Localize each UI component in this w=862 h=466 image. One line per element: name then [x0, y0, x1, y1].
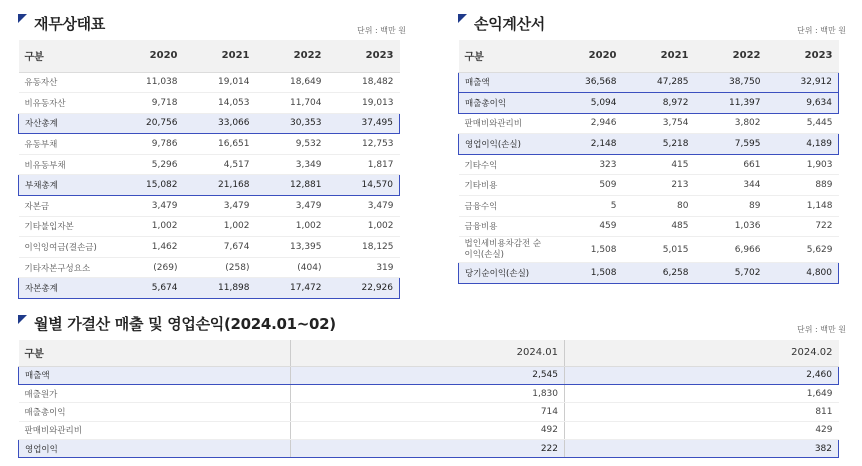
- column-header-year: 2023: [767, 40, 839, 72]
- cell-value: 38,750: [695, 72, 767, 93]
- column-header-year: 2024.02: [565, 340, 839, 366]
- row-label: 기타비용: [459, 175, 551, 196]
- cell-value: 3,479: [112, 196, 184, 217]
- section-marker-icon: [18, 315, 27, 324]
- cell-value: 5,702: [695, 263, 767, 284]
- cell-value: 2,946: [551, 113, 623, 134]
- cell-value: 1,508: [551, 237, 623, 263]
- cell-value: 429: [565, 421, 839, 439]
- balance-sheet-table: [18, 40, 400, 299]
- row-label: 부채총계: [19, 175, 112, 196]
- cell-value: 3,479: [184, 196, 256, 217]
- cell-value: 4,800: [767, 263, 839, 284]
- column-header-year: 2023: [328, 40, 400, 72]
- cell-value: 6,258: [623, 263, 695, 284]
- column-header-year: 2020: [551, 40, 623, 72]
- row-label: 영업이익(손실): [459, 134, 551, 155]
- table-row: [19, 384, 839, 402]
- table-row: [459, 175, 839, 196]
- cell-value: 5: [551, 196, 623, 217]
- row-label: 매출액: [19, 366, 291, 384]
- cell-value: 9,532: [256, 134, 328, 155]
- cell-value: 11,038: [112, 72, 184, 93]
- cell-value: 11,704: [256, 93, 328, 114]
- row-label: 판매비와관리비: [459, 113, 551, 134]
- cell-value: 3,479: [256, 196, 328, 217]
- table-row: [19, 175, 400, 196]
- cell-value: 80: [623, 196, 695, 217]
- cell-value: 1,462: [112, 237, 184, 258]
- cell-value: 5,218: [623, 134, 695, 155]
- cell-value: 1,002: [328, 216, 400, 237]
- cell-value: 12,753: [328, 134, 400, 155]
- column-header-year: 2020: [112, 40, 184, 72]
- cell-value: 7,595: [695, 134, 767, 155]
- row-label: 금융수익: [459, 196, 551, 217]
- cell-value: 3,479: [328, 196, 400, 217]
- column-header-year: 2022: [695, 40, 767, 72]
- table-row: [19, 421, 839, 439]
- row-label: 유동부채: [19, 134, 112, 155]
- row-label: 매출원가: [19, 384, 291, 402]
- column-header-label: 구분: [19, 340, 291, 366]
- balance-unit-label: 단위 : 백만 원: [357, 26, 406, 35]
- row-label: 자산총계: [19, 113, 112, 134]
- cell-value: 5,094: [551, 93, 623, 114]
- cell-value: 3,754: [623, 113, 695, 134]
- cell-value: 1,903: [767, 154, 839, 175]
- cell-value: 5,445: [767, 113, 839, 134]
- cell-value: 19,013: [328, 93, 400, 114]
- cell-value: 415: [623, 154, 695, 175]
- cell-value: 20,756: [112, 113, 184, 134]
- cell-value: 32,912: [767, 72, 839, 93]
- cell-value: 1,002: [256, 216, 328, 237]
- cell-value: 33,066: [184, 113, 256, 134]
- cell-value: 47,285: [623, 72, 695, 93]
- cell-value: 2,545: [291, 366, 565, 384]
- row-label: 기타불입자본: [19, 216, 112, 237]
- cell-value: 11,397: [695, 93, 767, 114]
- cell-value: 2,460: [565, 366, 839, 384]
- table-row: [19, 403, 839, 421]
- balance-sheet-title: 재무상태표: [34, 15, 105, 33]
- table-row: [19, 440, 839, 458]
- cell-value: 1,830: [291, 384, 565, 402]
- cell-value: 492: [291, 421, 565, 439]
- row-label: 매출총이익: [459, 93, 551, 114]
- table-row: [19, 113, 400, 134]
- table-row: [19, 72, 400, 93]
- column-header-year: 2024.01: [291, 340, 565, 366]
- cell-value: 459: [551, 216, 623, 237]
- row-label: 비유동부채: [19, 154, 112, 175]
- cell-value: 811: [565, 403, 839, 421]
- cell-value: 714: [291, 403, 565, 421]
- cell-value: 889: [767, 175, 839, 196]
- cell-value: 222: [291, 440, 565, 458]
- cell-value: 9,718: [112, 93, 184, 114]
- cell-value: 661: [695, 154, 767, 175]
- cell-value: 15,082: [112, 175, 184, 196]
- cell-value: 1,148: [767, 196, 839, 217]
- cell-value: 3,349: [256, 154, 328, 175]
- column-header-label: 구분: [459, 40, 551, 72]
- cell-value: 37,495: [328, 113, 400, 134]
- row-label: 당기순이익(손실): [459, 263, 551, 284]
- cell-value: 1,002: [112, 216, 184, 237]
- table-row: [19, 134, 400, 155]
- table-row: [459, 113, 839, 134]
- row-label: 기타자본구성요소: [19, 257, 112, 278]
- cell-value: 13,395: [256, 237, 328, 258]
- cell-value: (404): [256, 257, 328, 278]
- cell-value: 36,568: [551, 72, 623, 93]
- cell-value: 4,517: [184, 154, 256, 175]
- cell-value: 12,881: [256, 175, 328, 196]
- income-statement-table: [458, 40, 839, 284]
- column-header-label: 구분: [19, 40, 112, 72]
- cell-value: 7,674: [184, 237, 256, 258]
- row-label: 법인세비용차감전 순이익(손실): [459, 237, 551, 263]
- cell-value: 1,002: [184, 216, 256, 237]
- cell-value: 18,125: [328, 237, 400, 258]
- table-row: [19, 196, 400, 217]
- cell-value: 1,508: [551, 263, 623, 284]
- cell-value: 14,570: [328, 175, 400, 196]
- table-row: [19, 278, 400, 299]
- table-header-row: [19, 40, 400, 72]
- row-label: 자본금: [19, 196, 112, 217]
- row-label: 기타수익: [459, 154, 551, 175]
- table-row: [19, 237, 400, 258]
- cell-value: 8,972: [623, 93, 695, 114]
- table-row: [459, 93, 839, 114]
- row-label: 비유동자산: [19, 93, 112, 114]
- table-row: [19, 93, 400, 114]
- cell-value: (258): [184, 257, 256, 278]
- section-marker-icon: [18, 14, 27, 23]
- cell-value: 11,898: [184, 278, 256, 299]
- row-label: 유동자산: [19, 72, 112, 93]
- cell-value: 9,786: [112, 134, 184, 155]
- cell-value: 89: [695, 196, 767, 217]
- cell-value: 485: [623, 216, 695, 237]
- income-statement-title: 손익계산서: [474, 15, 545, 33]
- cell-value: 1,036: [695, 216, 767, 237]
- row-label: 매출액: [459, 72, 551, 93]
- cell-value: 14,053: [184, 93, 256, 114]
- column-header-year: 2021: [623, 40, 695, 72]
- cell-value: 5,629: [767, 237, 839, 263]
- cell-value: 382: [565, 440, 839, 458]
- table-row: [19, 257, 400, 278]
- row-label: 금융비용: [459, 216, 551, 237]
- cell-value: 5,674: [112, 278, 184, 299]
- cell-value: 5,296: [112, 154, 184, 175]
- column-header-year: 2022: [256, 40, 328, 72]
- table-row: [459, 134, 839, 155]
- cell-value: 2,148: [551, 134, 623, 155]
- cell-value: (269): [112, 257, 184, 278]
- table-row: [459, 237, 839, 263]
- row-label: 매출총이익: [19, 403, 291, 421]
- table-row: [459, 263, 839, 284]
- cell-value: 344: [695, 175, 767, 196]
- table-row: [19, 216, 400, 237]
- cell-value: 1,817: [328, 154, 400, 175]
- column-header-year: 2021: [184, 40, 256, 72]
- monthly-unit-label: 단위 : 백만 원: [797, 325, 846, 334]
- cell-value: 30,353: [256, 113, 328, 134]
- row-label: 영업이익: [19, 440, 291, 458]
- table-row: [19, 366, 839, 384]
- table-row: [459, 196, 839, 217]
- cell-value: 323: [551, 154, 623, 175]
- cell-value: 18,482: [328, 72, 400, 93]
- cell-value: 1,649: [565, 384, 839, 402]
- cell-value: 6,966: [695, 237, 767, 263]
- monthly-table: [18, 340, 839, 458]
- income-unit-label: 단위 : 백만 원: [797, 26, 846, 35]
- cell-value: 9,634: [767, 93, 839, 114]
- table-header-row: [459, 40, 839, 72]
- cell-value: 16,651: [184, 134, 256, 155]
- cell-value: 319: [328, 257, 400, 278]
- table-row: [459, 216, 839, 237]
- table-row: [459, 154, 839, 175]
- cell-value: 509: [551, 175, 623, 196]
- cell-value: 19,014: [184, 72, 256, 93]
- row-label: 판매비와관리비: [19, 421, 291, 439]
- cell-value: 3,802: [695, 113, 767, 134]
- row-label: 이익잉여금(결손금): [19, 237, 112, 258]
- table-row: [459, 72, 839, 93]
- table-header-row: [19, 340, 839, 366]
- cell-value: 5,015: [623, 237, 695, 263]
- monthly-title: 월별 가결산 매출 및 영업손익(2024.01~02): [34, 315, 336, 333]
- cell-value: 21,168: [184, 175, 256, 196]
- table-row: [19, 154, 400, 175]
- cell-value: 4,189: [767, 134, 839, 155]
- section-marker-icon: [458, 14, 467, 23]
- row-label: 자본총계: [19, 278, 112, 299]
- cell-value: 722: [767, 216, 839, 237]
- cell-value: 18,649: [256, 72, 328, 93]
- cell-value: 213: [623, 175, 695, 196]
- cell-value: 17,472: [256, 278, 328, 299]
- cell-value: 22,926: [328, 278, 400, 299]
